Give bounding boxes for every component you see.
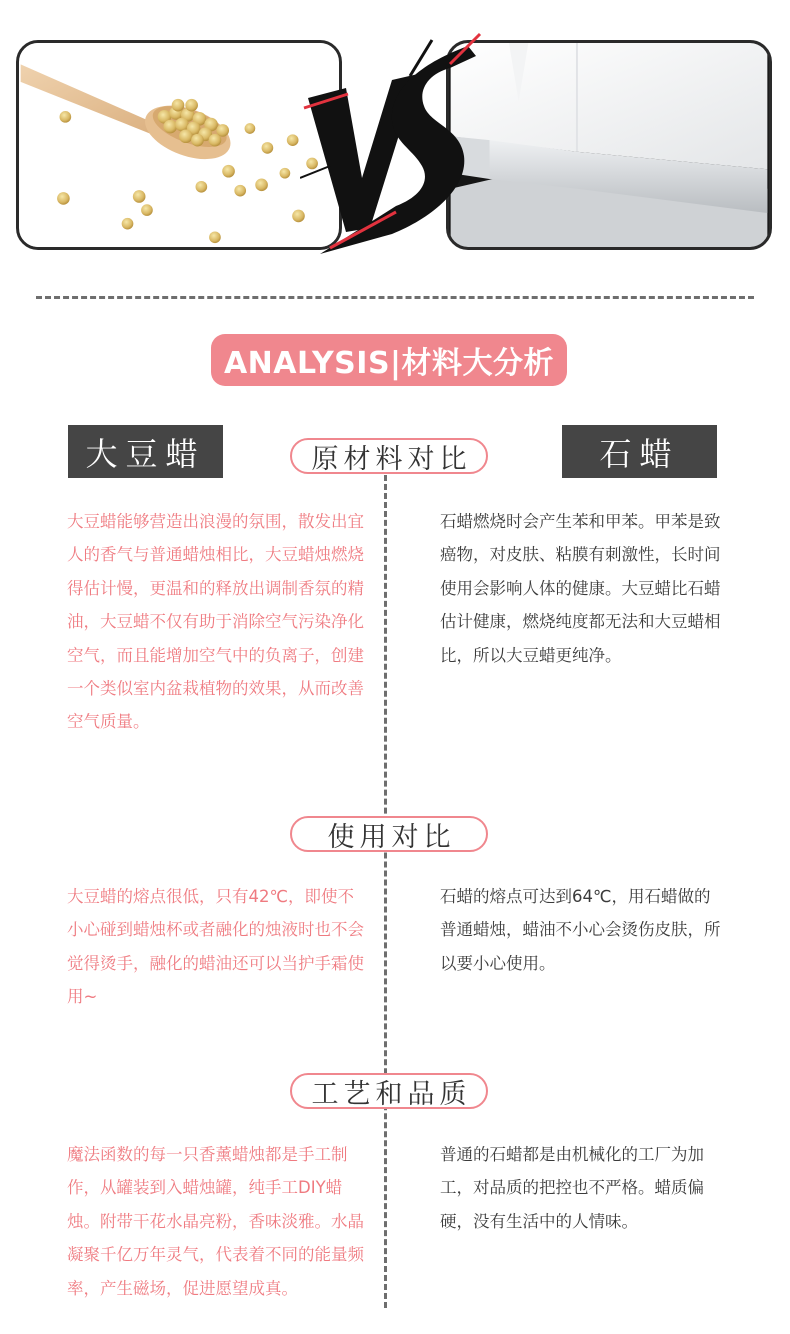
dashed-divider (36, 296, 754, 299)
section-title-materials: 原材料对比 (290, 438, 488, 474)
soy-materials-text: 大豆蜡能够营造出浪漫的氛围，散发出宜人的香气与普通蜡烛相比，大豆蜡烛燃烧得估计慢，更温和的释放出调制香氛的精油，大豆蜡不仅有助于消除空气污染净化空气，而且能增加空气中的负离子，创建一个类似室内盆栽植物的效果，从而改善空气质量。 (67, 512, 364, 732)
soy-craft-text: 魔法函数的每一只香薰蜡烛都是手工制作，从罐装到入蜡烛罐，纯手工DIY蜡烛。附带干花水晶亮粉，香味淡雅。水晶凝聚千亿万年灵气，代表着不同的能量频率，产生磁场，促进愿望成真。 (67, 1145, 364, 1298)
paraffin-usage-text: 石蜡的熔点可达到64℃，用石蜡做的普通蜡烛，蜡油不小心会烫伤皮肤，所以要小心使用。 (440, 887, 721, 973)
paraffin-materials-text: 石蜡燃烧时会产生苯和甲苯。甲苯是致癌物，对皮肤、粘膜有刺激性，长时间使用会影响人体的健康。大豆蜡比石蜡估计健康，燃烧纯度都无法和大豆蜡相比，所以大豆蜡更纯净。 (440, 512, 721, 665)
paraffin-title: 石蜡 (562, 425, 717, 478)
paraffin-craft-text: 普通的石蜡都是由机械化的工厂为加工，对品质的把控也不严格。蜡质偏硬，没有生活中的人情味。 (440, 1145, 704, 1231)
analysis-heading: ANALYSIS|材料大分析 (211, 334, 567, 386)
soy-wax-title: 大豆蜡 (68, 425, 223, 478)
paraffin-wax-photo (446, 40, 772, 250)
paraffin-wax-illustration (449, 43, 769, 247)
vs-mark (300, 28, 490, 260)
soybean-photo (16, 40, 342, 250)
center-dashed-line (384, 466, 387, 1308)
soybean-spoon-illustration (19, 43, 339, 247)
section-title-usage: 使用对比 (290, 816, 488, 852)
soy-usage-text: 大豆蜡的熔点很低，只有42℃，即使不小心碰到蜡烛杯或者融化的烛液时也不会觉得烫手，融化的蜡油还可以当护手霜使用~ (67, 887, 364, 1007)
section-title-craft: 工艺和品质 (290, 1073, 488, 1109)
